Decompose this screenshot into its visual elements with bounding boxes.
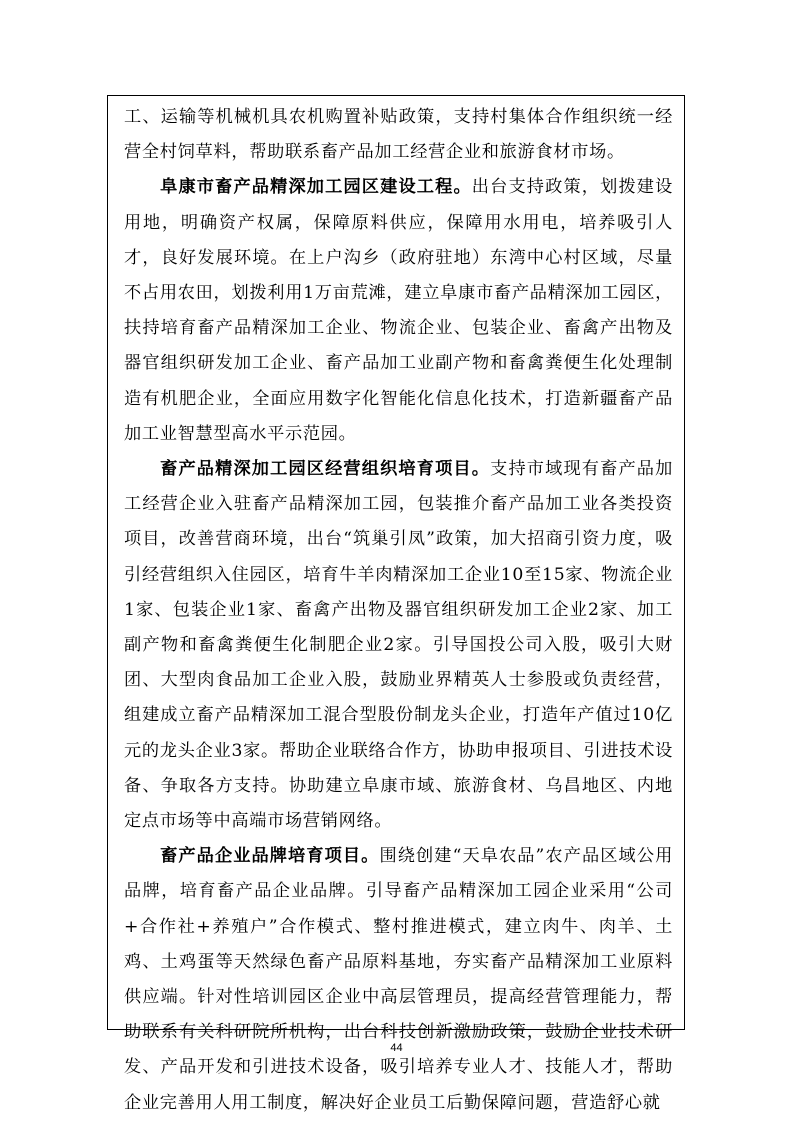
paragraph-continuation <box>124 100 673 170</box>
paragraph-organization-cultivation <box>124 452 673 839</box>
page-number: 44 <box>390 1042 403 1054</box>
paragraph-body: 围绕创建“天阜农品”农产品区域公用品牌，培育畜产品企业品牌。引导畜产品精深加工园企业采用“公司+合作社+养殖户”合作模式、整村推进模式，建立肉牛、肉羊、土鸡、土鸡蛋等天然绿色畜产品原料基地，夯实畜产品精深加工业原料供应端。针对性培训园区企业中高层管理员，提高经营管理能力，帮助联系有关科研院所机构，出台科技创新激励政策，鼓励企业技术研发、产品开发和引进技术设备，吸引培养专业人才、技能人才，帮助企业完善用人用工制度，解决好企业员工后勤保障问题，营造舒心就 <box>124 846 673 1113</box>
paragraph-heading: 畜产品企业品牌培育项目。 <box>160 846 380 867</box>
document-body <box>124 100 673 1121</box>
paragraph-heading: 阜康市畜产品精深加工园区建设工程。 <box>160 177 472 198</box>
paragraph-body: 支持市域现有畜产品加工经营企业入驻畜产品精深加工园，包装推介畜产品加工业各类投资项目，改善营商环境，出台“筑巢引凤”政策，加大招商引资力度，吸引经营组织入住园区，培育牛羊肉精深加工企业10至15家、物流企业1家、包装企业1家、畜禽产出物及器官组织研发加工企业2家、加工副产物和畜禽粪便生化制肥企业2家。引导国投公司入股，吸引大财团、大型肉食品加工企业入股，鼓励业界精英人士参股或负责经营，组建成立畜产品精深加工混合型股份制龙头企业，打造年产值过10亿元的龙头企业3家。帮助企业联络合作方，协助申报项目、引进技术设备、争取各方支持。协助建立阜康市域、旅游食材、乌昌地区、内地定点市场等中高端市场营销网络。 <box>124 459 673 832</box>
paragraph-park-construction <box>124 170 673 452</box>
paragraph-body: 工、运输等机械机具农机购置补贴政策，支持村集体合作组织统一经营全村饲草料，帮助联系畜产品加工经营企业和旅游食材市场。 <box>124 107 673 163</box>
paragraph-body: 出台支持政策，划拨建设用地，明确资产权属，保障原料供应，保障用水用电，培养吸引人才，良好发展环境。在上户沟乡（政府驻地）东湾中心村区域，尽量不占用农田，划拨利用1万亩荒滩，建立阜康市畜产品精深加工园区，扶持培育畜产品精深加工企业、物流企业、包装企业、畜禽产出物及器官组织研发加工企业、畜产品加工业副产物和畜禽粪便生化处理制造有机肥企业，全面应用数字化智能化信息化技术，打造新疆畜产品加工业智慧型高水平示范园。 <box>124 177 674 444</box>
paragraph-brand-cultivation <box>124 839 673 1121</box>
paragraph-heading: 畜产品精深加工园区经营组织培育项目。 <box>160 459 491 480</box>
